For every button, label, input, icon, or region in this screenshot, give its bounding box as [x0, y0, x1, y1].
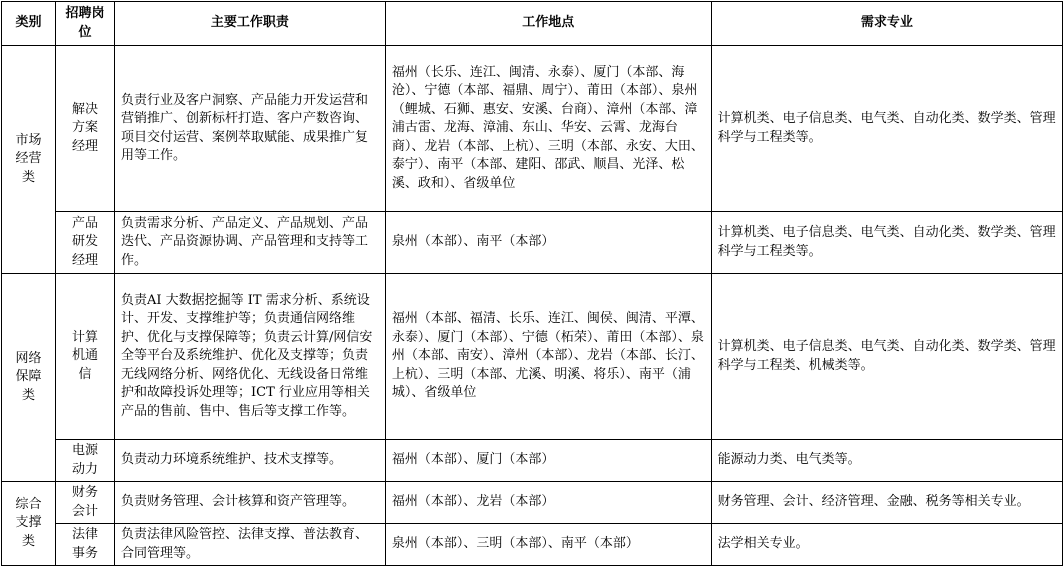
- location-cell: 福州（本部）、厦门（本部）: [385, 440, 711, 482]
- header-position: 招聘岗位: [55, 2, 114, 46]
- position-cell: 财务会计: [55, 482, 114, 524]
- header-category: 类别: [2, 2, 56, 46]
- header-location: 工作地点: [385, 2, 711, 46]
- duties-cell: 负责AI 大数据挖掘等 IT 需求分析、系统设计、开发、支撑维护等；负责通信网络维护、优化与支撑保障等；负责云计算/网信安全等平台及系统维护、优化及支撑等；负责无线网络分析、网络优化、无线设备日常维护和故障投诉处理等；ICT 行业应用等相关产品的售前、售中、售后等支撑工作等。: [115, 274, 386, 440]
- table-row: [2, 46, 1063, 212]
- location-cell: 泉州（本部）、三明（本部）、南平（本部）: [385, 524, 711, 566]
- category-cell: 网络保障类: [2, 274, 56, 482]
- majors-cell: 计算机类、电子信息类、电气类、自动化类、数学类、管理科学与工程类、机械类等。: [711, 274, 1062, 440]
- table-row: [2, 274, 1063, 440]
- category-cell: 市场经营类: [2, 46, 56, 274]
- duties-cell: 负责动力环境系统维护、技术支撑等。: [115, 440, 386, 482]
- location-cell: 福州（本部）、龙岩（本部）: [385, 482, 711, 524]
- header-majors: 需求专业: [711, 2, 1062, 46]
- duties-cell: 负责法律风险管控、法律支撑、普法教育、合同管理等。: [115, 524, 386, 566]
- majors-cell: 能源动力类、电气类等。: [711, 440, 1062, 482]
- table-row: [2, 524, 1063, 566]
- location-cell: 福州（长乐、连江、闽清、永泰）、厦门（本部、海沧）、宁德（本部、福鼎、周宁）、莆田（本部）、泉州（鲤城、石狮、惠安、安溪、台商）、漳州（本部、漳浦古雷、龙海、漳浦、东山、华安、云霄、龙海台商）、龙岩（本部、上杭）、三明（本部、永安、大田、泰宁）、南平（本部、建阳、邵武、顺昌、光泽、松溪、政和）、省级单位: [385, 46, 711, 212]
- location-cell: 福州（本部、福清、长乐、连江、闽侯、闽清、平潭、永泰）、厦门（本部）、宁德（柘荣）、莆田（本部）、泉州（本部、南安）、漳州（本部）、龙岩（本部、长汀、上杭）、三明（本部、尤溪、明溪、将乐）、南平（浦城）、省级单位: [385, 274, 711, 440]
- recruitment-table: [1, 1, 1063, 566]
- header-duties: 主要工作职责: [115, 2, 386, 46]
- position-cell: 计算机通信: [55, 274, 114, 440]
- header-row: [2, 2, 1063, 46]
- table-row: [2, 212, 1063, 274]
- duties-cell: 负责行业及客户洞察、产品能力开发运营和营销推广、创新标杆打造、客户产数咨询、项目交付运营、案例萃取赋能、成果推广复用等工作。: [115, 46, 386, 212]
- majors-cell: 计算机类、电子信息类、电气类、自动化类、数学类、管理科学与工程类等。: [711, 46, 1062, 212]
- duties-cell: 负责财务管理、会计核算和资产管理等。: [115, 482, 386, 524]
- table-row: [2, 440, 1063, 482]
- location-cell: 泉州（本部）、南平（本部）: [385, 212, 711, 274]
- majors-cell: 法学相关专业。: [711, 524, 1062, 566]
- majors-cell: 计算机类、电子信息类、电气类、自动化类、数学类、管理科学与工程类等。: [711, 212, 1062, 274]
- duties-cell: 负责需求分析、产品定义、产品规划、产品迭代、产品资源协调、产品管理和支持等工作。: [115, 212, 386, 274]
- table-row: [2, 482, 1063, 524]
- majors-cell: 财务管理、会计、经济管理、金融、税务等相关专业。: [711, 482, 1062, 524]
- position-cell: 法律事务: [55, 524, 114, 566]
- position-cell: 产品研发经理: [55, 212, 114, 274]
- position-cell: 电源动力: [55, 440, 114, 482]
- position-cell: 解决方案经理: [55, 46, 114, 212]
- category-cell: 综合支撑类: [2, 482, 56, 566]
